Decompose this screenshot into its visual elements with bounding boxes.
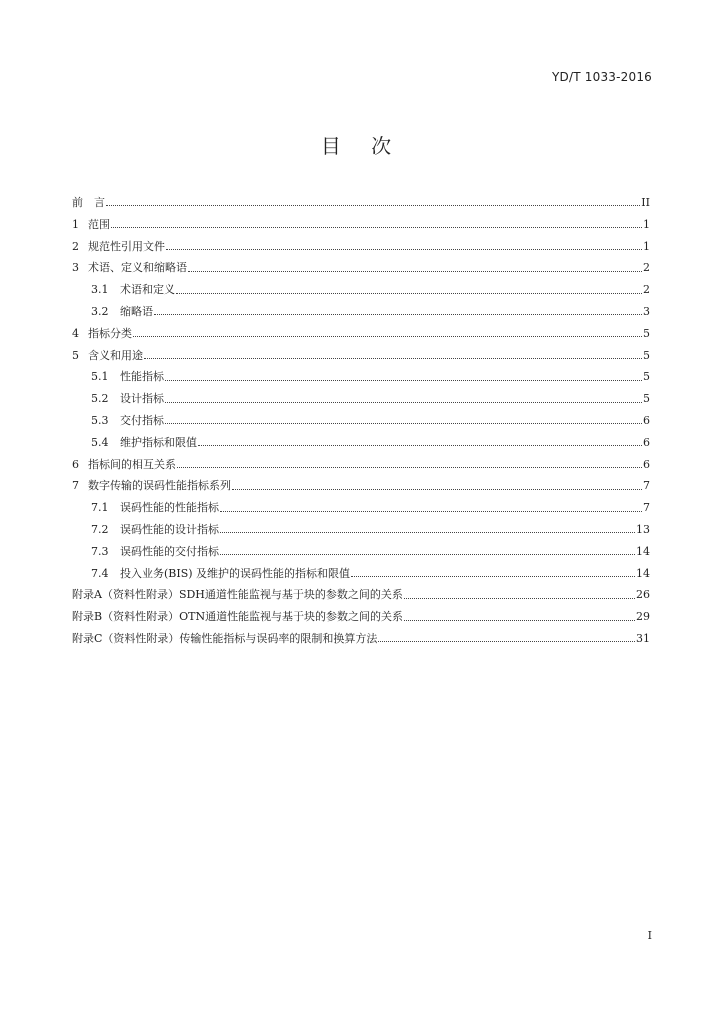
toc-entry-page: 6: [643, 457, 650, 471]
toc-entry-title: 投入业务(BIS) 及维护的误码性能的指标和限值: [120, 566, 351, 580]
toc-entry[interactable]: [72, 454, 650, 476]
toc-entry[interactable]: [72, 497, 650, 519]
toc-entry-title: 指标分类: [88, 326, 132, 340]
toc-dot-leader: [165, 402, 642, 403]
toc-entry-page: 2: [643, 261, 650, 275]
toc-dot-leader: [220, 532, 635, 533]
toc-entry[interactable]: [72, 345, 650, 367]
toc-entry-title: 维护指标和限值: [120, 435, 197, 449]
toc-entry-title: 范围: [88, 217, 110, 231]
toc-entry-title: 指标间的相互关系: [88, 457, 176, 471]
toc-entry[interactable]: [72, 541, 650, 563]
toc-entry[interactable]: [72, 236, 650, 258]
toc-dot-leader: [220, 554, 635, 555]
toc-entry-number: 7.1: [91, 501, 109, 515]
toc-entry-number: 1: [72, 217, 79, 231]
toc-entry-title: 误码性能的交付指标: [120, 544, 219, 558]
toc-entry-page: 2: [643, 283, 650, 297]
toc-entry[interactable]: [72, 323, 650, 345]
toc-entry-title: 规范性引用文件: [88, 239, 165, 253]
toc-entry-page: 7: [643, 501, 650, 515]
toc-entry-number: 3.2: [91, 304, 109, 318]
toc-entry-number: 3: [72, 261, 79, 275]
toc-entry[interactable]: [72, 279, 650, 301]
toc-entry-page: 6: [643, 435, 650, 449]
toc-entry[interactable]: [72, 214, 650, 236]
toc-entry-number: 7.4: [91, 566, 109, 580]
toc-entry-page: 5: [643, 348, 650, 362]
toc-dot-leader: [106, 205, 640, 206]
toc-entry-page: 7: [643, 479, 650, 493]
toc-entry-page: 14: [636, 544, 650, 558]
toc-dot-leader: [378, 641, 635, 642]
toc-dot-leader: [133, 336, 642, 337]
toc-entry-page: II: [641, 196, 650, 209]
toc-entry[interactable]: [72, 475, 650, 497]
toc-entry-title: 误码性能的性能指标: [120, 501, 219, 515]
toc-entry-number: 7.2: [91, 522, 109, 536]
toc-entry[interactable]: [72, 410, 650, 432]
toc-entry-number: 3.1: [91, 283, 109, 297]
toc-entry-title: 附录C（资料性附录）传输性能指标与误码率的限制和换算方法: [72, 631, 378, 645]
toc-entry-number: 6: [72, 457, 79, 471]
toc-entry-page: 29: [636, 610, 650, 624]
toc-entry-number: 5.3: [91, 413, 109, 427]
page-title: 目 次: [320, 134, 404, 158]
toc-entry-title: 数字传输的误码性能指标系列: [88, 479, 231, 493]
toc-entry-number: 5.4: [91, 435, 109, 449]
toc-entry-number: 5: [72, 348, 79, 362]
toc-entry-number: 5.1: [91, 370, 109, 384]
toc-entry-title: 术语和定义: [120, 283, 175, 297]
toc-entry[interactable]: [72, 628, 650, 650]
toc-entry-page: 26: [636, 588, 650, 602]
toc-entry-title: 前 言: [72, 196, 105, 209]
toc-entry-title: 缩略语: [120, 304, 153, 318]
toc-entry-page: 1: [643, 239, 650, 253]
toc-dot-leader: [144, 358, 642, 359]
toc-dot-leader: [177, 467, 642, 468]
toc-dot-leader: [165, 380, 642, 381]
toc-entry-title: 术语、定义和缩略语: [88, 261, 187, 275]
toc-dot-leader: [351, 576, 635, 577]
toc-dot-leader: [220, 511, 642, 512]
toc-entry-title: 附录B（资料性附录）OTN通道性能监视与基于块的参数之间的关系: [72, 610, 404, 624]
toc-dot-leader: [404, 598, 635, 599]
toc-entry-title: 设计指标: [120, 392, 164, 406]
toc-entry-number: 4: [72, 326, 79, 340]
toc-entry-title: 误码性能的设计指标: [120, 522, 219, 536]
toc-entry[interactable]: [72, 563, 650, 585]
toc-entry-page: 13: [636, 522, 650, 536]
toc-entry-title: 性能指标: [120, 370, 164, 384]
toc-entry[interactable]: [72, 257, 650, 279]
toc-entry-page: 5: [643, 326, 650, 340]
toc-entry-page: 31: [636, 631, 650, 645]
standard-code: YD/T 1033-2016: [552, 70, 652, 84]
toc-dot-leader: [404, 620, 635, 621]
table-of-contents: [72, 192, 650, 650]
toc-entry-page: 3: [643, 304, 650, 318]
toc-entry-title: 含义和用途: [88, 348, 143, 362]
toc-dot-leader: [111, 227, 642, 228]
toc-dot-leader: [166, 249, 642, 250]
toc-dot-leader: [165, 423, 642, 424]
toc-entry-page: 1: [643, 217, 650, 231]
toc-dot-leader: [176, 293, 642, 294]
toc-entry[interactable]: [72, 432, 650, 454]
toc-dot-leader: [154, 314, 642, 315]
toc-entry-title: 附录A（资料性附录）SDH通道性能监视与基于块的参数之间的关系: [72, 588, 403, 602]
toc-entry[interactable]: [72, 192, 650, 214]
toc-dot-leader: [232, 489, 642, 490]
toc-entry-number: 7: [72, 479, 79, 493]
toc-entry-page: 5: [643, 370, 650, 384]
toc-entry[interactable]: [72, 519, 650, 541]
toc-entry-page: 5: [643, 392, 650, 406]
toc-entry-number: 7.3: [91, 544, 109, 558]
toc-entry[interactable]: [72, 606, 650, 628]
toc-entry[interactable]: [72, 366, 650, 388]
toc-dot-leader: [198, 445, 642, 446]
toc-entry-number: 5.2: [91, 392, 109, 406]
toc-entry-page: 6: [643, 413, 650, 427]
toc-entry-title: 交付指标: [120, 413, 164, 427]
page-number: I: [647, 929, 652, 942]
toc-entry-number: 2: [72, 239, 79, 253]
toc-entry[interactable]: [72, 388, 650, 410]
toc-entry[interactable]: [72, 301, 650, 323]
toc-dot-leader: [188, 271, 642, 272]
toc-entry[interactable]: [72, 584, 650, 606]
toc-entry-page: 14: [636, 566, 650, 580]
